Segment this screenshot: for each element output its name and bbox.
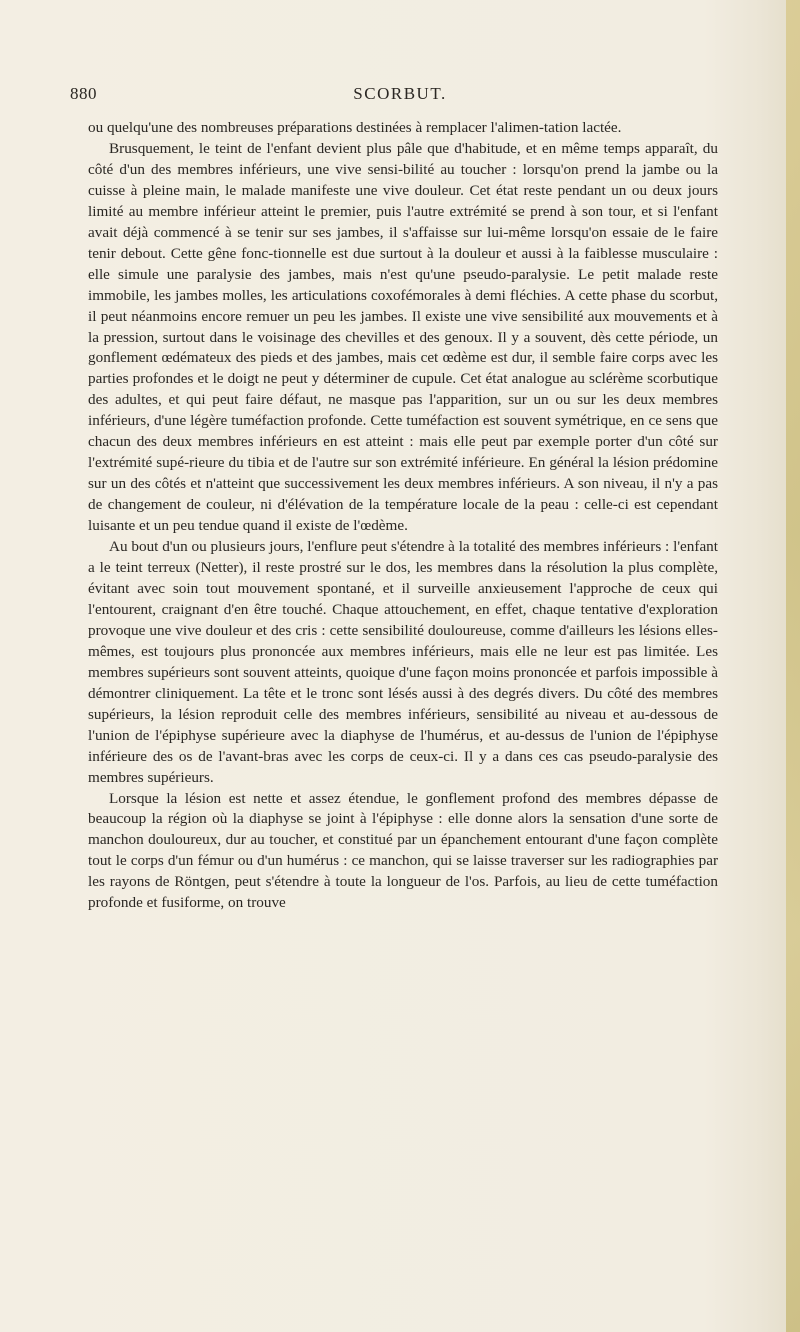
paragraph-1: ou quelqu'une des nombreuses préparations destinées à remplacer l'alimen-tation lactée. [88,119,622,136]
body-text [88,118,718,914]
page-edge [786,0,800,1332]
page-header [0,84,800,108]
paragraph-2: Brusquement, le teint de l'enfant devient plus pâle que d'habitude, et en même temps apparaît, du côté d'un des membres inférieurs, une vive sensi-bilité au toucher : lorsqu'on prend la jambe ou la cuisse à pleine main, le malade manifeste une vive douleur. Cet état reste pendant un ou deux jours limité au membre inférieur atteint le premier, puis l'autre extrémité se prend à son tour, et si l'enfant avait déjà commencé à se tenir sur ses jambes, il s'affaisse sur lui-même lorsqu'on essaie de le faire tenir debout. Cette gêne fonc-tionnelle est due surtout à la douleur et aussi à la faiblesse musculaire : elle simule une paralysie des jambes, mais n'est qu'une pseudo-paralysie. Le petit malade reste immobile, les jambes molles, les articulations coxofémorales à demi fléchies. A cette phase du scorbut, il peut néanmoins encore remuer un peu les jambes. Il existe une vive sensibilité aux mouvements et à la pression, surtout dans le voisinage des chevilles et des genoux. Il y a souvent, dès cette période, un gonflement œdémateux des pieds et des jambes, mais cet œdème est dur, il semble faire corps avec les parties profondes et le doigt ne peut y déterminer de cupule. Cet état analogue au sclérème scorbutique des adultes, et qui peut faire défaut, ne masque pas l'apparition, sur un ou sur les deux membres inférieurs, d'une légère tuméfaction profonde. Cette tuméfaction est souvent symétrique, en ce sens que chacun des deux membres inférieurs en est atteint : mais elle peut par exemple porter d'un côté sur l'extrémité supé-rieure du tibia et de l'autre sur son extrémité inférieure. En général la lésion prédomine sur un des côtés et n'atteint que successivement les deux membres inférieurs. A son niveau, il n'y a pas de changement de couleur, ni d'élévation de la température locale de la peau : celle-ci est cependant luisante et un peu tendue quand il existe de l'œdème. [88,139,718,535]
running-title: SCORBUT. [353,84,447,103]
page-number: 880 [70,84,97,103]
paragraph-4: Lorsque la lésion est nette et assez étendue, le gonflement profond des membres dépasse de beaucoup la région où la diaphyse se joint à l'épiphyse : elle donne alors la sensation d'une sorte de manchon douloureux, dur au toucher, et constitué par un épanchement entourant d'une façon complète tout le corps d'un fémur ou d'un humérus : ce manchon, qui se laisse traverser sur les radiographies par les rayons de Röntgen, peut s'étendre à toute la longueur de l'os. Parfois, au lieu de cette tuméfaction profonde et fusiforme, on trouve [88,789,718,912]
paragraph-3: Au bout d'un ou plusieurs jours, l'enflure peut s'étendre à la totalité des membres inférieurs : l'enfant a le teint terreux (Netter), il reste prostré sur le dos, les membres dans la résolution la plus complète, évitant avec soin tout mouvement spontané, et il surveille anxieusement l'approche de ceux qui l'entourent, craignant d'en être touché. Chaque attouchement, en effet, chaque tentative d'exploration provoque une vive douleur et des cris : cette sensibilité douloureuse, comme d'ailleurs les lésions elles-mêmes, est toujours plus prononcée aux membres inférieurs, mais elle ne leur est pas limitée. Les membres supérieurs sont souvent atteints, quoique d'une façon moins prononcée et parfois impossible à démontrer cliniquement. La tête et le tronc sont lésés aussi à des degrés divers. Du côté des membres supérieurs, la lésion reproduit celle des membres inférieurs, sensibilité au niveau et au-dessous de l'union de l'épiphyse supérieure avec la diaphyse de l'humérus, et au-dessus de l'union de l'épiphyse inférieure des os de l'avant-bras avec les corps de ceux-ci. Il y a dans ces cas pseudo-paralysie des membres supérieurs. [88,538,718,786]
